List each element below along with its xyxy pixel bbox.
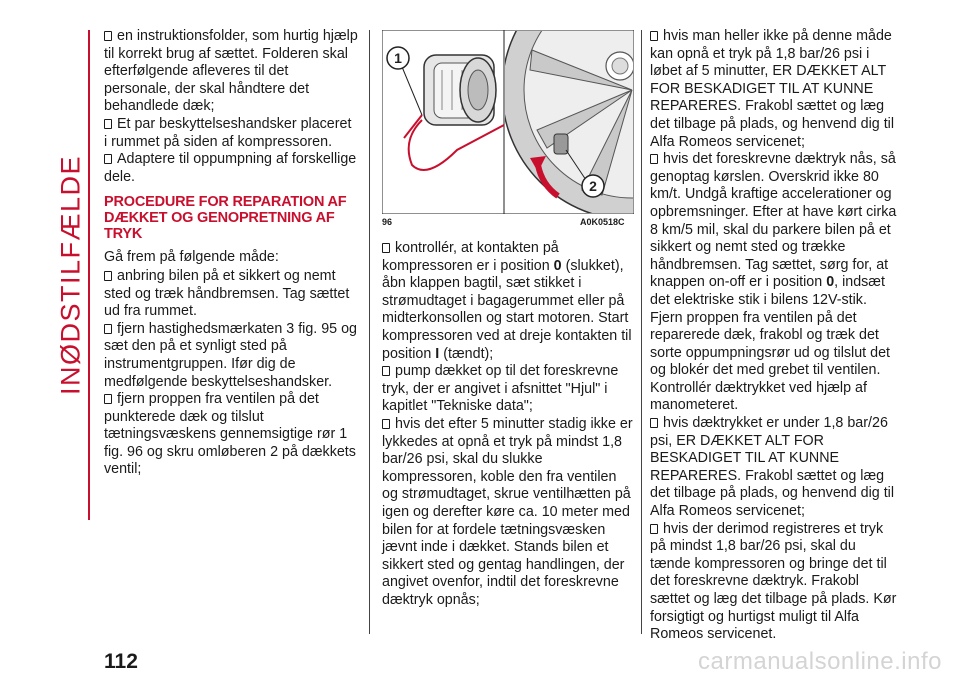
column-2 (382, 240, 634, 609)
figure-number: 96 (382, 217, 393, 227)
column-1 (104, 28, 358, 479)
b2-text-2: , indsæt det elektriske stik i bilens 12V-stik. Fjern proppen fra ventilen på det reparerede dæk, frakobl og træk det sorte oppumpningsrør ud og tilslut det og blokér det med grebet til ventilen. Kontrollér dæktrykket ved hjælp af manometeret. (650, 274, 890, 414)
b1-text-2: (slukket), åbn klappen bagtil, sæt stikket i strømudtaget i bagagerummet eller på midterkonsollen og start motoren. Start kompressoren ved at dreje kontakten til position (382, 257, 632, 362)
watermark: carmanualsonline.info (698, 648, 942, 675)
figure-compressor-wheel (382, 30, 634, 214)
callout-2-label: 2 (589, 178, 597, 194)
callout-1-label: 1 (394, 50, 402, 66)
bullet-instruction-folder: en instruktionsfolder, som hurtig hjælp til korrekt brug af sættet. Folderen skal efterfølgende afleveres til det personale, der skal håndtere det behandlede dæk; (104, 28, 358, 115)
chapter-side-title: INØDSTILFÆLDE (55, 154, 86, 396)
section-heading-line-1: PROCEDURE FOR REPARATION AF (104, 194, 347, 211)
bullet-speed-sticker: fjern hastighedsmærkaten 3 fig. 95 og sæt den på et synligt sted på instrumentgruppen. Ifør dig de medfølgende beskyttelseshandsker. (104, 320, 358, 390)
column-divider-2 (641, 30, 642, 634)
section-heading-line-2: DÆKKET OG GENOPRETNING AF TRYK (104, 210, 335, 243)
column-3 (650, 28, 900, 644)
bullet-park-car: anbring bilen på et sikkert og nemt sted og træk håndbremsen. Tag sættet ud fra rummet. (104, 268, 358, 321)
b1-text-1: kontrollér, at kontakten på kompressoren er i position (382, 240, 559, 274)
column-divider-1 (369, 30, 370, 634)
position-0-symbol-2: 0 (826, 274, 835, 291)
position-I-symbol: I (435, 345, 440, 362)
bullet-gloves: Et par beskyttelseshandsker placeret i rummet på siden af kompressoren. (104, 116, 358, 151)
bullet-pressure-above: hvis der derimod registreres et tryk på mindst 1,8 bar/26 psi, skal du tænde kompressoren og bringe det til det foreskrevne dæktryk. Frakobl sættet og læg det tilbage på plads. Kør forsigtigt og hurtigst muligt til Alfa Romeos servicenet. (650, 521, 900, 644)
bullet-adapters: Adaptere til oppumpning af forskellige dele. (104, 151, 357, 185)
b1-text-3: (tændt); (439, 345, 494, 362)
figure-code: A0K0518C (580, 217, 625, 227)
bullet-connect-tube: fjern proppen fra ventilen på det punkterede dæk og tilslut tætningsvæskens gennemsigtige rør 1 fig. 96 og skru omløberen 2 på dækkets ventil; (104, 391, 358, 479)
bullet-cannot-repair: hvis man heller ikke på denne måde kan opnå et tryk på 1,8 bar/26 psi i løbet af 5 minutter, ER DÆKKET ALT FOR BESKADIGET TIL AT KUNNE REPARERES. Frakobl sættet og læg det tilbage på plads, og henvend dig til Alfa Romeos servicenet; (650, 28, 900, 151)
bullet-pressure-reached (650, 151, 900, 415)
bullet-check-switch (382, 240, 634, 363)
bullet-pressure-below: hvis dæktrykket er under 1,8 bar/26 psi, ER DÆKKET ALT FOR BESKADIGET TIL AT KUNNE REPARERES. Frakobl sættet og læg det tilbage på plads, og henvend dig til Alfa Romeos servicenet; (650, 415, 900, 521)
page-number: 112 (104, 650, 138, 673)
illustration (382, 30, 634, 214)
section-heading (104, 194, 358, 242)
bullet-after-5-minutes: hvis det efter 5 minutter stadig ikke er lykkedes at opnå et tryk på mindst 1,8 bar/26 psi, skal du slukke kompressoren, koble den fra ventilen og strømudtaget, skrue ventilhætten på igen og derefter køre ca. 10 meter med bilen for at fordele tætningsvæsken jævnt inde i dækket. Stands bilen et sikkert sted og gentag handlingen, der angivet ovenfor, indtil det foreskrevne dæktryk opnås; (382, 415, 633, 608)
bullet-inflate-tyre: pump dækket op til det foreskrevne tryk, der er angivet i afsnittet "Hjul" i kapitlet "Tekniske data"; (382, 363, 634, 416)
position-0-symbol: 0 (553, 257, 562, 274)
b2-text-1: hvis det foreskrevne dæktryk nås, så genoptag kørslen. Overskrid ikke 80 km/t. Undgå kraftige accelerationer og opbremsninger. Efter at have kørt cirka 8 km/5 mil, skal du parkere bilen på et sikkert og nemt sted og trække håndbremsen. Tag sættet, sørg for, at knappen on-off er i position (650, 151, 897, 291)
chapter-rule (88, 30, 90, 520)
procedure-intro: Gå frem på følgende måde: (104, 249, 279, 266)
